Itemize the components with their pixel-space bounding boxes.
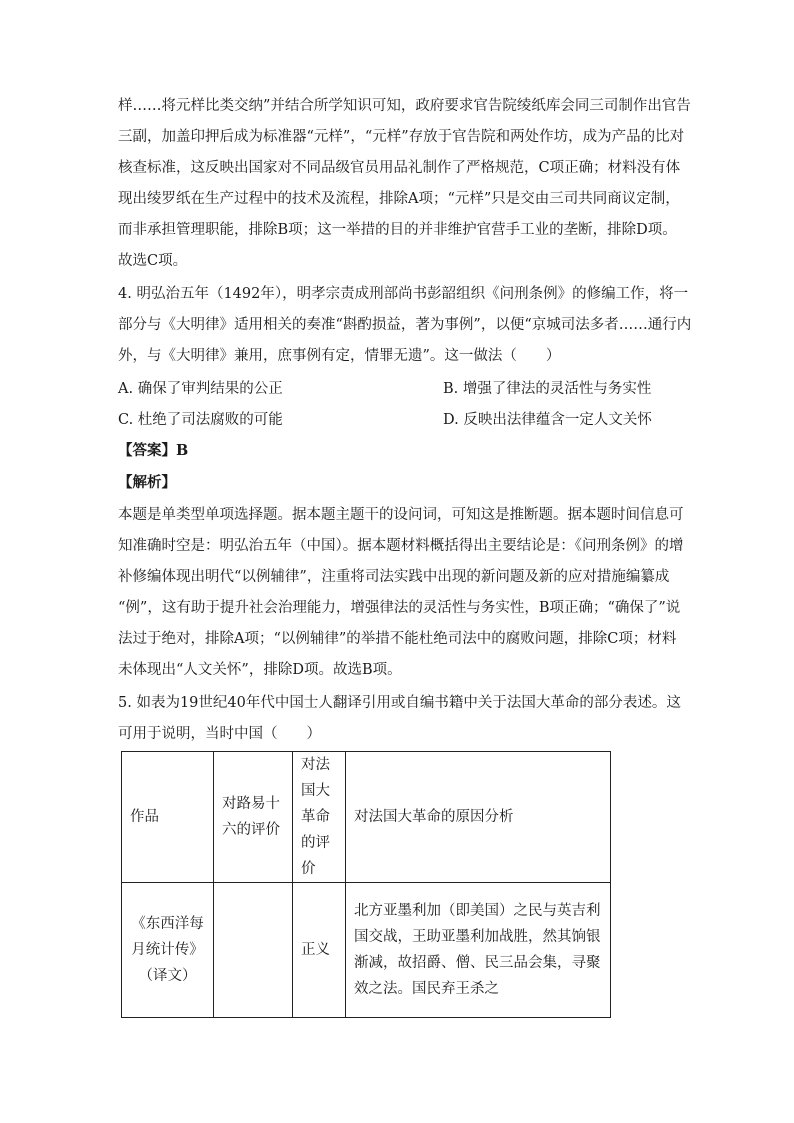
question-4-analysis-line: 知准确时空是：明弘治五年（中国）。据本题材料概括得出主要结论是：《问刑条例》的增: [118, 538, 684, 554]
header-revolution: 对法国大革命的评价: [293, 752, 346, 883]
question-4-analysis-line: 补修编体现出明代“以例辅律”，注重将司法实践中出现的新问题及新的应对措施编纂成: [118, 569, 670, 585]
question-5-stem-line: 5. 如表为19世纪40年代中国士人翻译引用或自编书籍中关于法国大革命的部分表述。这: [118, 695, 681, 711]
question-4-analysis-line: 本题是单类型单项选择题。据本题主题干的设问词，可知这是推断题。据本题时间信息可: [118, 507, 684, 523]
option-a: A. 确保了审判结果的公正: [118, 381, 283, 397]
option-b: B. 增强了律法的灵活性与务实性: [443, 381, 652, 397]
question-4-analysis-line: 法过于绝对，排除A项；“以例辅律”的举措不能杜绝司法中的腐败问题，排除C项；材料: [118, 631, 677, 647]
question-4-analysis-line: “例”，这有助于提升社会治理能力，增强律法的灵活性与务实性，B项正确；“确保了”说: [118, 600, 681, 616]
cell-revolution: 正义: [293, 883, 346, 1018]
revolution-table: [121, 751, 611, 1018]
header-work: 作品: [122, 752, 214, 883]
analysis-line: 核查标准，这反映出国家对不同品级官员用品礼制作了严格规范，C项正确；材料没有体: [118, 160, 681, 176]
analysis-line: 而非承担管理职能，排除B项；这一举措的目的并非维护官营手工业的垄断，排除D项。: [118, 222, 677, 238]
question-4-stem-line: 部分与《大明律》适用相关的奏准“斟酌损益，著为事例”，以便“京城司法多者……通行内: [118, 317, 692, 333]
question-4-stem-line: 外，与《大明律》兼用，庶事例有定，情罪无遗”。这一做法（ ）: [118, 348, 561, 364]
question-5-stem-line: 可用于说明，当时中国（ ）: [118, 726, 321, 742]
answer-label: 【答案】B: [118, 442, 189, 459]
question-4-stem-line: 4. 明弘治五年（1492年），明孝宗责成刑部尚书彭韶组织《问刑条例》的修编工作，将一: [118, 286, 689, 302]
analysis-line: 故选C项。: [118, 253, 188, 269]
cell-louis: [214, 883, 293, 1018]
cell-work: 《东西洋每月统计传》（译文）: [122, 883, 214, 1018]
analysis-line: 三副，加盖印押后成为标准器“元样”，“元样”存放于官告院和两处作坊，成为产品的比对: [118, 129, 685, 145]
header-cause: 对法国大革命的原因分析: [346, 752, 611, 883]
analysis-line: 样……将元样比类交纳”并结合所学知识可知，政府要求官告院绫纸库会同三司制作出官告: [118, 98, 691, 114]
question-4-analysis-line: 未体现出“人文关怀”，排除D项。故选B项。: [118, 662, 402, 678]
analysis-line: 现出绫罗纸在生产过程中的技术及流程，排除A项；“元样”只是交由三司共同商议定制，: [118, 191, 680, 207]
option-c: C. 杜绝了司法腐败的可能: [118, 412, 283, 428]
option-d: D. 反映出法律蕴含一定人文关怀: [443, 412, 652, 428]
table-header-row: [122, 752, 611, 883]
cell-cause: 北方亚墨利加（即美国）之民与英吉利国交战，王助亚墨利加战胜，然其饷银渐减，故招爵、僧、民三品会集，寻聚效之法。国民弃王杀之: [346, 883, 611, 1018]
analysis-label: 【解析】: [118, 474, 176, 491]
header-louis: 对路易十六的评价: [214, 752, 293, 883]
table-row: [122, 883, 611, 1018]
